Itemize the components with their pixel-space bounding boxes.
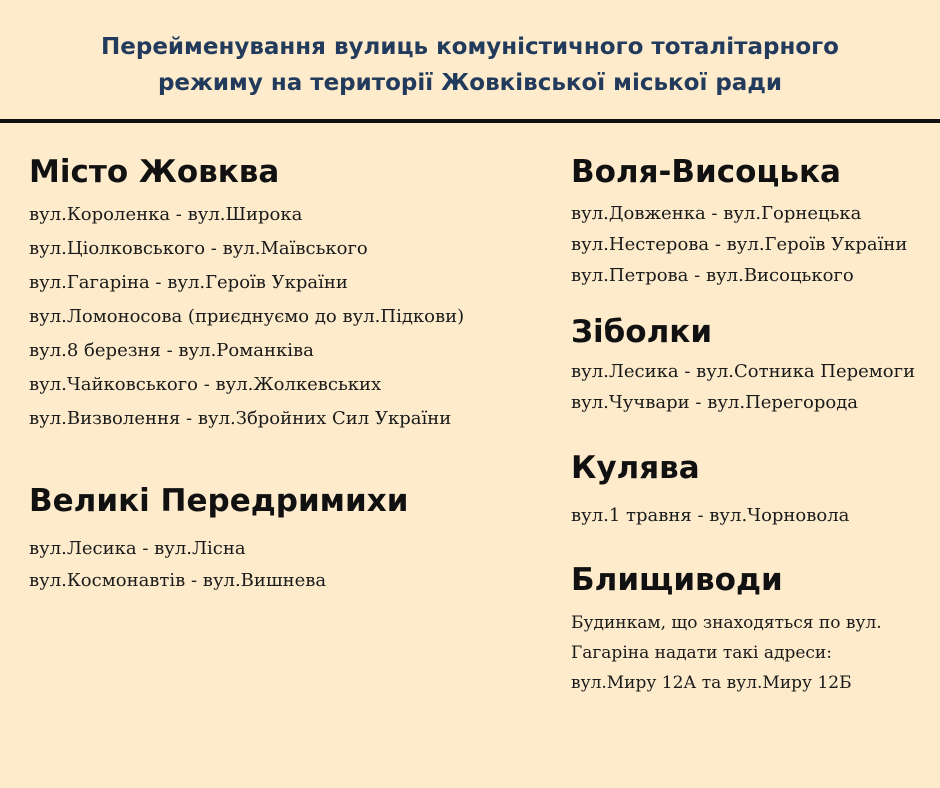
section-title-zibolky: Зіболки <box>571 314 713 350</box>
right-column <box>571 152 940 698</box>
section-kuliava <box>571 448 940 531</box>
section-title-volia-vysotska: Воля-Висоцька <box>571 154 841 190</box>
street-rename-item: вул.Нестерова - вул.Героїв України <box>571 234 908 255</box>
address-note-line-1: Будинкам, що знаходяться по вул. <box>571 613 882 633</box>
street-rename-item: вул.Короленка - вул.Широка <box>29 204 303 225</box>
page-title-line-1: Перейменування вулиць комуністичного тоталітарного <box>101 33 839 60</box>
page-title-line-2: режиму на території Жовківської міської ради <box>157 69 783 96</box>
header <box>0 0 940 119</box>
page-title <box>101 29 839 101</box>
header-divider <box>0 119 940 123</box>
street-rename-item: вул.8 березня - вул.Романківа <box>29 340 314 361</box>
section-title-kuliava: Кулява <box>571 450 700 486</box>
section-blyshchyvody <box>571 560 940 698</box>
street-rename-item: вул.Чучвари - вул.Перегорода <box>571 392 859 413</box>
street-rename-item: вул.Чайковського - вул.Жолкевських <box>29 374 382 395</box>
street-list-zibolky <box>571 356 940 418</box>
address-note-line-2: Гагаріна надати такі адреси: <box>571 643 832 663</box>
left-column <box>29 152 549 597</box>
street-rename-item: вул.Гагаріна - вул.Героїв України <box>29 272 348 293</box>
section-zibolky <box>571 312 940 418</box>
section-volia-vysotska <box>571 152 940 291</box>
section-title-blyshchyvody: Блищиводи <box>571 562 783 598</box>
section-title-zhovkva: Місто Жовква <box>29 154 280 190</box>
street-rename-item: вул.Космонавтів - вул.Вишнева <box>29 570 327 591</box>
street-list-peredrymykhy <box>29 533 549 597</box>
section-zhovkva <box>29 152 549 436</box>
street-rename-item: вул.Лесика - вул.Лісна <box>29 538 246 559</box>
street-rename-item: вул.Ціолковського - вул.Маївського <box>29 238 368 259</box>
street-list-zhovkva <box>29 198 549 436</box>
address-note-line-3: вул.Миру 12А та вул.Миру 12Б <box>571 673 852 693</box>
street-rename-item: вул.1 травня - вул.Чорновола <box>571 505 850 526</box>
street-list-kuliava <box>571 500 940 531</box>
address-note <box>571 608 940 698</box>
street-rename-item: вул.Лесика - вул.Сотника Перемоги <box>571 361 916 382</box>
section-title-peredrymykhy: Великі Передримихи <box>29 483 409 519</box>
street-rename-item: вул.Визволення - вул.Збройних Сил України <box>29 408 452 429</box>
street-rename-item: вул.Петрова - вул.Висоцького <box>571 265 854 286</box>
street-rename-item: вул.Ломоносова (приєднуємо до вул.Підкови) <box>29 306 465 327</box>
street-rename-item: вул.Довженка - вул.Горнецька <box>571 203 862 224</box>
street-list-volia-vysotska <box>571 198 940 291</box>
section-peredrymykhy <box>29 481 549 597</box>
